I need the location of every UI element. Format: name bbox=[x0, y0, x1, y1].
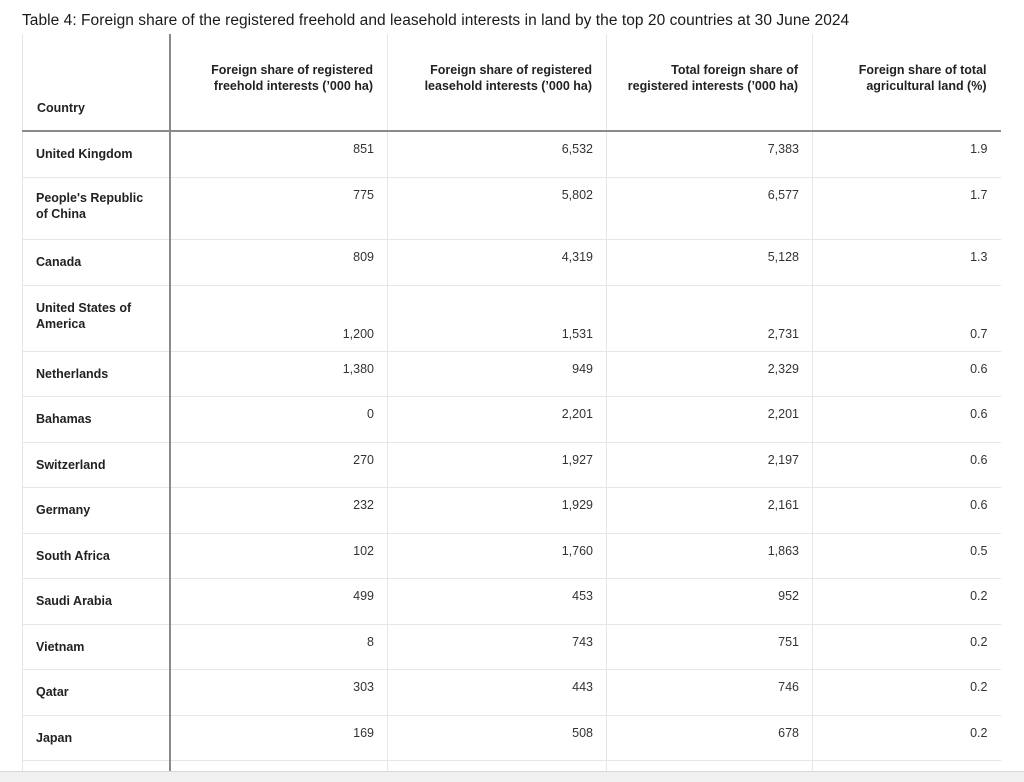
table-row bbox=[23, 669, 1001, 715]
cell-leasehold: 1,927 bbox=[388, 442, 607, 487]
table-caption: Table 4: Foreign share of the registered freehold and leasehold interests in land by the top 20 countries at 30 June 2024 bbox=[22, 12, 850, 29]
cell-country: United Kingdom bbox=[23, 131, 170, 177]
cell-freehold: 1,200 bbox=[170, 285, 388, 351]
header-row bbox=[23, 34, 1001, 131]
cell-freehold: 775 bbox=[170, 177, 388, 239]
cell-total: 751 bbox=[607, 624, 813, 669]
table-row bbox=[23, 131, 1001, 177]
table-row bbox=[23, 396, 1001, 442]
cell-agri: 0.6 bbox=[813, 351, 1001, 396]
cell-total: 746 bbox=[607, 669, 813, 715]
table-row bbox=[23, 442, 1001, 487]
table-row bbox=[23, 177, 1001, 239]
cell-leasehold: 6,532 bbox=[388, 131, 607, 177]
table-row bbox=[23, 285, 1001, 351]
table-row bbox=[23, 578, 1001, 624]
cell-freehold: 1,380 bbox=[170, 351, 388, 396]
cell-agri: 0.7 bbox=[813, 285, 1001, 351]
cell-leasehold: 2,201 bbox=[388, 396, 607, 442]
cell-total: 6,577 bbox=[607, 177, 813, 239]
cell-leasehold: 1,531 bbox=[388, 285, 607, 351]
cell-leasehold: 508 bbox=[388, 715, 607, 760]
cell-freehold: 499 bbox=[170, 578, 388, 624]
cell-agri: 0.2 bbox=[813, 715, 1001, 760]
table-row bbox=[23, 533, 1001, 578]
header-leasehold[interactable]: Foreign share of registered leasehold interests (’000 ha) bbox=[388, 34, 607, 131]
cell-leasehold: 453 bbox=[388, 578, 607, 624]
cell-total: 2,161 bbox=[607, 487, 813, 533]
cell-leasehold: 443 bbox=[388, 669, 607, 715]
cell-total: 1,863 bbox=[607, 533, 813, 578]
cell-country: People's Republic of China bbox=[23, 177, 170, 239]
table-row bbox=[23, 715, 1001, 760]
cell-country: Japan bbox=[23, 715, 170, 760]
cell-country: Canada bbox=[23, 239, 170, 285]
cell-country: Germany bbox=[23, 487, 170, 533]
cell-agri: 1.3 bbox=[813, 239, 1001, 285]
cell-agri: 0.5 bbox=[813, 533, 1001, 578]
cell-leasehold: 1,760 bbox=[388, 533, 607, 578]
cell-freehold: 303 bbox=[170, 669, 388, 715]
table-container[interactable] bbox=[22, 34, 1000, 782]
cell-total: 2,731 bbox=[607, 285, 813, 351]
table-body bbox=[23, 131, 1001, 782]
cell-country: United States of America bbox=[23, 285, 170, 351]
cell-agri: 0.2 bbox=[813, 669, 1001, 715]
cell-country: Netherlands bbox=[23, 351, 170, 396]
cell-leasehold: 1,929 bbox=[388, 487, 607, 533]
cell-total: 2,201 bbox=[607, 396, 813, 442]
cell-freehold: 8 bbox=[170, 624, 388, 669]
cell-country: Bahamas bbox=[23, 396, 170, 442]
cell-freehold: 169 bbox=[170, 715, 388, 760]
cell-leasehold: 5,802 bbox=[388, 177, 607, 239]
cell-agri: 1.9 bbox=[813, 131, 1001, 177]
cell-freehold: 270 bbox=[170, 442, 388, 487]
cell-total: 2,329 bbox=[607, 351, 813, 396]
cell-agri: 0.6 bbox=[813, 396, 1001, 442]
cell-country: Vietnam bbox=[23, 624, 170, 669]
cell-leasehold: 743 bbox=[388, 624, 607, 669]
cell-freehold: 232 bbox=[170, 487, 388, 533]
cell-total: 952 bbox=[607, 578, 813, 624]
header-agri[interactable]: Foreign share of total agricultural land (%) bbox=[813, 34, 1001, 131]
cell-freehold: 102 bbox=[170, 533, 388, 578]
cell-country: Saudi Arabia bbox=[23, 578, 170, 624]
cell-total: 7,383 bbox=[607, 131, 813, 177]
cell-freehold: 809 bbox=[170, 239, 388, 285]
cell-agri: 0.2 bbox=[813, 578, 1001, 624]
cell-leasehold: 949 bbox=[388, 351, 607, 396]
cell-country: South Africa bbox=[23, 533, 170, 578]
cell-total: 5,128 bbox=[607, 239, 813, 285]
cell-freehold: 0 bbox=[170, 396, 388, 442]
cell-freehold: 851 bbox=[170, 131, 388, 177]
cell-total: 678 bbox=[607, 715, 813, 760]
scrollbar-track[interactable] bbox=[0, 771, 1024, 782]
cell-agri: 1.7 bbox=[813, 177, 1001, 239]
table-row bbox=[23, 239, 1001, 285]
table-row bbox=[23, 487, 1001, 533]
cell-total: 2,197 bbox=[607, 442, 813, 487]
cell-country: Qatar bbox=[23, 669, 170, 715]
header-country[interactable]: Country bbox=[23, 34, 170, 131]
cell-agri: 0.6 bbox=[813, 487, 1001, 533]
cell-country: Switzerland bbox=[23, 442, 170, 487]
header-total[interactable]: Total foreign share of registered interests (’000 ha) bbox=[607, 34, 813, 131]
header-freehold[interactable]: Foreign share of registered freehold interests (’000 ha) bbox=[170, 34, 388, 131]
table-row bbox=[23, 351, 1001, 396]
table-row bbox=[23, 624, 1001, 669]
cell-leasehold: 4,319 bbox=[388, 239, 607, 285]
cell-agri: 0.6 bbox=[813, 442, 1001, 487]
foreign-land-table bbox=[22, 34, 1001, 782]
cell-agri: 0.2 bbox=[813, 624, 1001, 669]
